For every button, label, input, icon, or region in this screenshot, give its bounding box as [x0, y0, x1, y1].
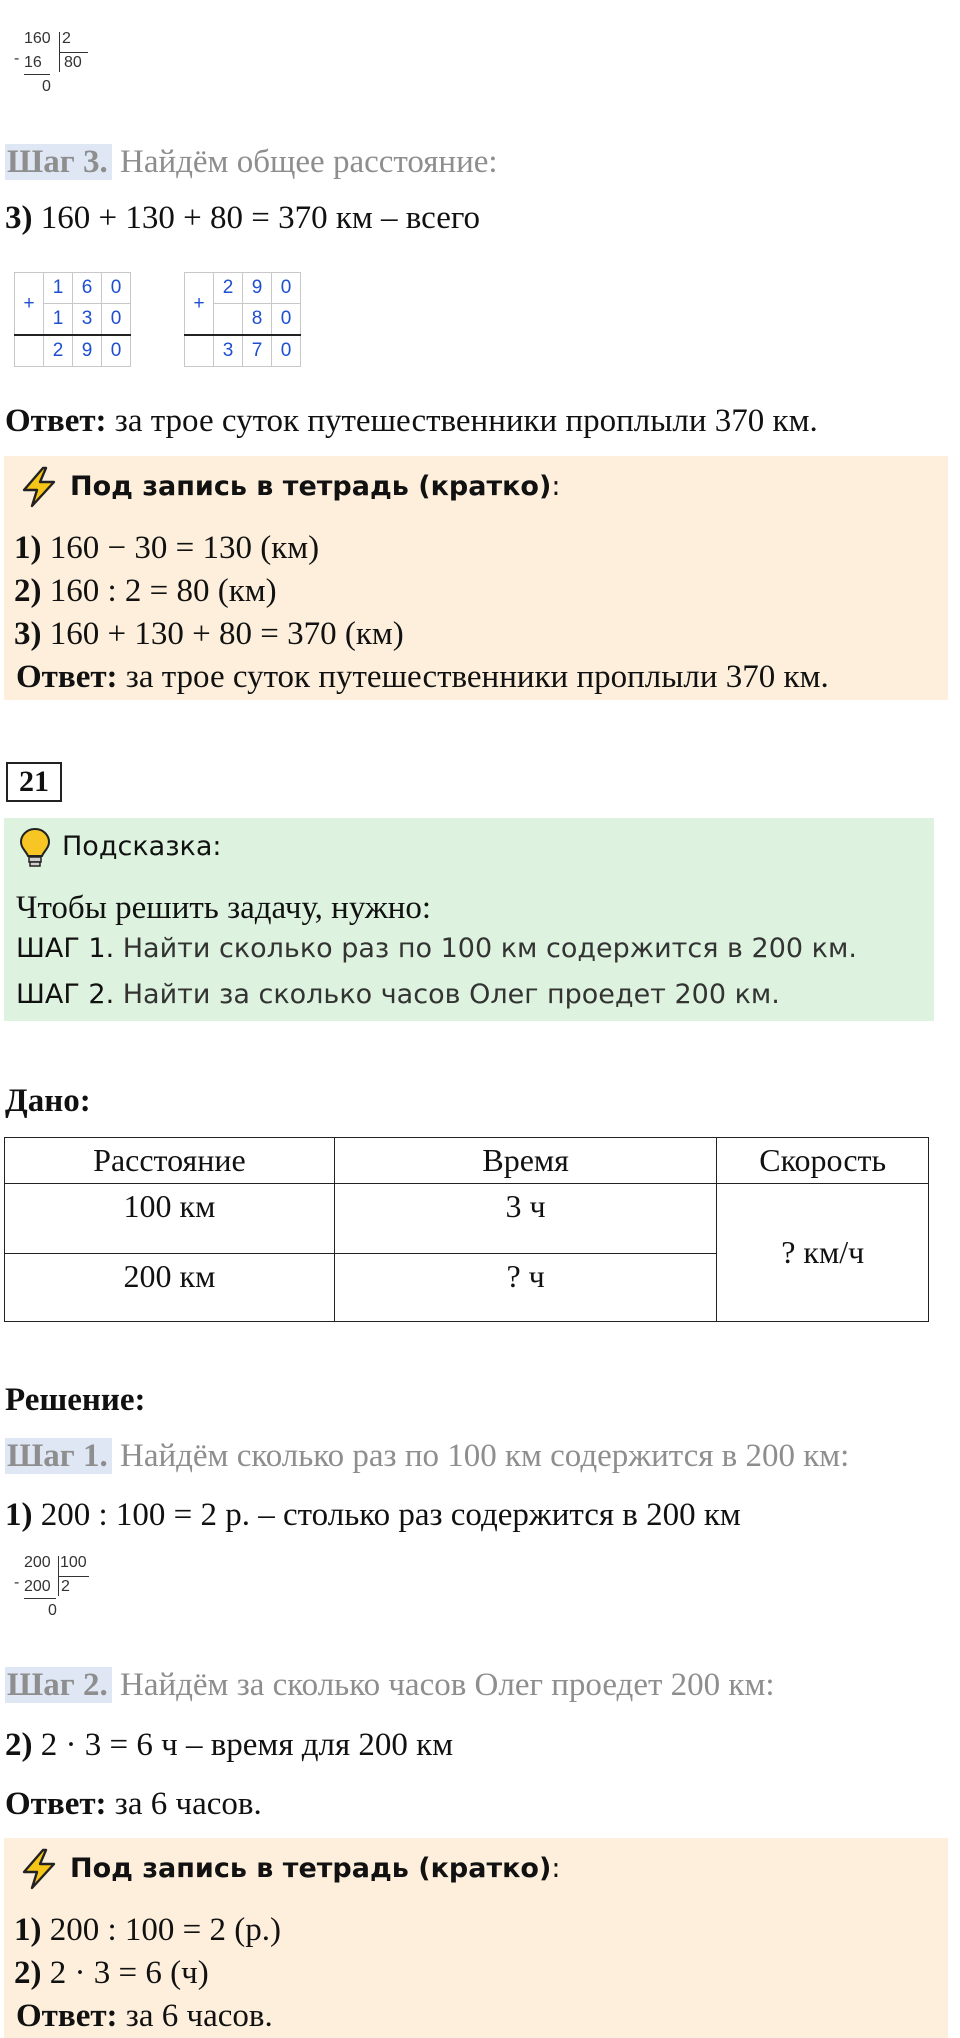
digit: 0	[102, 304, 131, 336]
empty-cell	[185, 335, 214, 367]
column-addition-2	[184, 272, 301, 367]
step-label: Шаг 2.	[5, 1667, 112, 1703]
line-number: 1)	[14, 1912, 42, 1948]
digit: 2	[214, 273, 243, 304]
summary-title	[70, 1852, 560, 1886]
cell-distance: 100 км	[5, 1184, 335, 1254]
digit: 1	[44, 273, 73, 304]
answer-label: Ответ:	[16, 659, 118, 695]
answer-2	[5, 1784, 262, 1824]
equation-expr: 2 · 3 = 6	[32, 1727, 153, 1763]
division-minus: -	[14, 50, 20, 67]
division-divisor-line	[60, 52, 88, 53]
cell-time: 3 ч	[334, 1184, 717, 1254]
equation-tail: км – всего	[327, 200, 481, 236]
summary-title-text: Под запись в тетрадь (кратко)	[70, 1853, 552, 1884]
lightning-icon	[18, 1848, 60, 1890]
answer-text: за 6 часов.	[106, 1786, 262, 1822]
digit: 1	[44, 304, 73, 336]
digit: 8	[243, 304, 272, 336]
digit: 3	[214, 335, 243, 367]
long-division-200-100	[14, 1552, 114, 1642]
division-dividend: 160	[24, 30, 51, 47]
summary-line-2	[14, 1953, 209, 1993]
cell-distance: 200 км	[5, 1254, 335, 1322]
lightbulb-icon	[18, 826, 52, 870]
lightning-icon	[18, 466, 60, 508]
division-divisor: 100	[60, 1554, 87, 1571]
summary-line-1	[14, 1910, 281, 1950]
summary-title	[70, 470, 560, 504]
line-expr: 160 : 2 = 80	[41, 573, 210, 609]
equation-number: 1)	[5, 1497, 33, 1533]
step-text: Найдём сколько раз по 100 км содержится в 200 км:	[111, 1438, 850, 1474]
hint-step-2	[16, 978, 780, 1012]
summary-line-1	[14, 528, 319, 568]
division-rest: 0	[42, 78, 51, 95]
step1-heading	[5, 1436, 849, 1476]
step-text: Найдём общее расстояние:	[111, 144, 498, 180]
hint-intro: Чтобы решить задачу, нужно:	[16, 890, 432, 926]
division-minus: -	[14, 1574, 20, 1591]
hint-step-label: ШАГ 1.	[16, 933, 115, 964]
equation-tail: ч – время для 200 км	[152, 1727, 454, 1763]
digit: 7	[243, 335, 272, 367]
summary-title-colon: :	[551, 1853, 561, 1884]
division-sub: 200	[24, 1578, 51, 1595]
equation-expr: 160 + 130 + 80 = 370	[32, 200, 328, 236]
header-distance: Расстояние	[5, 1138, 335, 1184]
hint-step-text: Найти сколько раз по 100 км содержится в 200 км.	[114, 933, 857, 964]
division-dividend: 200	[24, 1554, 51, 1571]
given-label: Дано:	[5, 1083, 91, 1119]
division-sub: 16	[24, 54, 42, 71]
step-label: Шаг 1.	[5, 1438, 112, 1474]
task-number: 21	[6, 762, 62, 802]
answer-text: за трое суток путешественники проплыли 370 км.	[106, 403, 818, 439]
column-addition-1	[14, 272, 131, 367]
answer-label: Ответ:	[5, 403, 107, 439]
cell-time: ? ч	[334, 1254, 717, 1322]
division-divisor: 2	[62, 30, 71, 47]
hint-step-text: Найти за сколько часов Олег проедет 200 км.	[114, 979, 780, 1010]
notebook-summary-box-1	[4, 456, 948, 700]
equation-1	[5, 1495, 741, 1535]
line-unit: (км)	[251, 530, 320, 566]
digit: 0	[102, 335, 131, 367]
line-unit: (км)	[336, 616, 404, 652]
digit: 2	[44, 335, 73, 367]
solution-label: Решение:	[5, 1382, 146, 1418]
plus-sign: +	[15, 273, 44, 336]
division-sub-line	[24, 74, 50, 75]
division-sub-line	[24, 1598, 56, 1599]
hint-box	[4, 818, 934, 1021]
equation-tail: р. – столько раз содержится в 200 км	[217, 1497, 741, 1533]
hint-title: Подсказка:	[62, 831, 222, 862]
plus-sign: +	[185, 273, 214, 336]
summary-answer	[16, 1996, 273, 2036]
line-number: 3)	[14, 616, 42, 652]
line-unit: (км)	[209, 573, 277, 609]
line-expr: 160 − 30 = 130	[41, 530, 252, 566]
digit: 0	[272, 273, 301, 304]
answer-label: Ответ:	[5, 1786, 107, 1822]
equation-3	[5, 198, 480, 238]
summary-title-colon: :	[551, 471, 561, 502]
equation-2	[5, 1725, 453, 1765]
summary-answer	[16, 657, 829, 697]
equation-number: 2)	[5, 1727, 33, 1763]
division-divisor-line	[59, 1576, 89, 1577]
answer-text: за 6 часов.	[117, 1998, 273, 2034]
digit: 6	[73, 273, 102, 304]
summary-title-text: Под запись в тетрадь (кратко)	[70, 471, 552, 502]
line-unit: (р.)	[226, 1912, 282, 1948]
empty-cell	[15, 335, 44, 367]
division-rest: 0	[48, 1602, 57, 1619]
division-quotient: 80	[64, 54, 82, 71]
step2-heading	[5, 1665, 775, 1705]
digit: 0	[102, 273, 131, 304]
cell-speed: ? км/ч	[717, 1184, 929, 1322]
header-speed: Скорость	[717, 1138, 929, 1184]
answer-label: Ответ:	[16, 1998, 118, 2034]
digit: 9	[73, 335, 102, 367]
hint-step-label: ШАГ 2.	[16, 979, 115, 1010]
line-expr: 200 : 100 = 2	[41, 1912, 227, 1948]
digit	[214, 304, 243, 336]
digit: 3	[73, 304, 102, 336]
digit: 0	[272, 304, 301, 336]
line-unit: (ч)	[161, 1955, 209, 1991]
division-quotient: 2	[61, 1578, 70, 1595]
summary-line-2	[14, 571, 277, 611]
header-time: Время	[334, 1138, 717, 1184]
answer-1	[5, 401, 818, 441]
step-text: Найдём за сколько часов Олег проедет 200 км:	[111, 1667, 775, 1703]
notebook-summary-box-2	[4, 1838, 948, 2038]
hint-step-1	[16, 932, 857, 966]
answer-text: за трое суток путешественники проплыли 370 км.	[117, 659, 829, 695]
digit: 0	[272, 335, 301, 367]
line-number: 1)	[14, 530, 42, 566]
line-number: 2)	[14, 573, 42, 609]
step-label: Шаг 3.	[5, 144, 112, 180]
line-expr: 160 + 130 + 80 = 370	[41, 616, 337, 652]
long-division-160-2	[14, 28, 104, 118]
line-number: 2)	[14, 1955, 42, 1991]
equation-expr: 200 : 100 = 2	[32, 1497, 218, 1533]
summary-line-3	[14, 614, 404, 654]
step3-heading	[5, 142, 498, 182]
digit: 9	[243, 273, 272, 304]
given-table	[4, 1137, 929, 1322]
equation-number: 3)	[5, 200, 33, 236]
line-expr: 2 · 3 = 6	[41, 1955, 162, 1991]
